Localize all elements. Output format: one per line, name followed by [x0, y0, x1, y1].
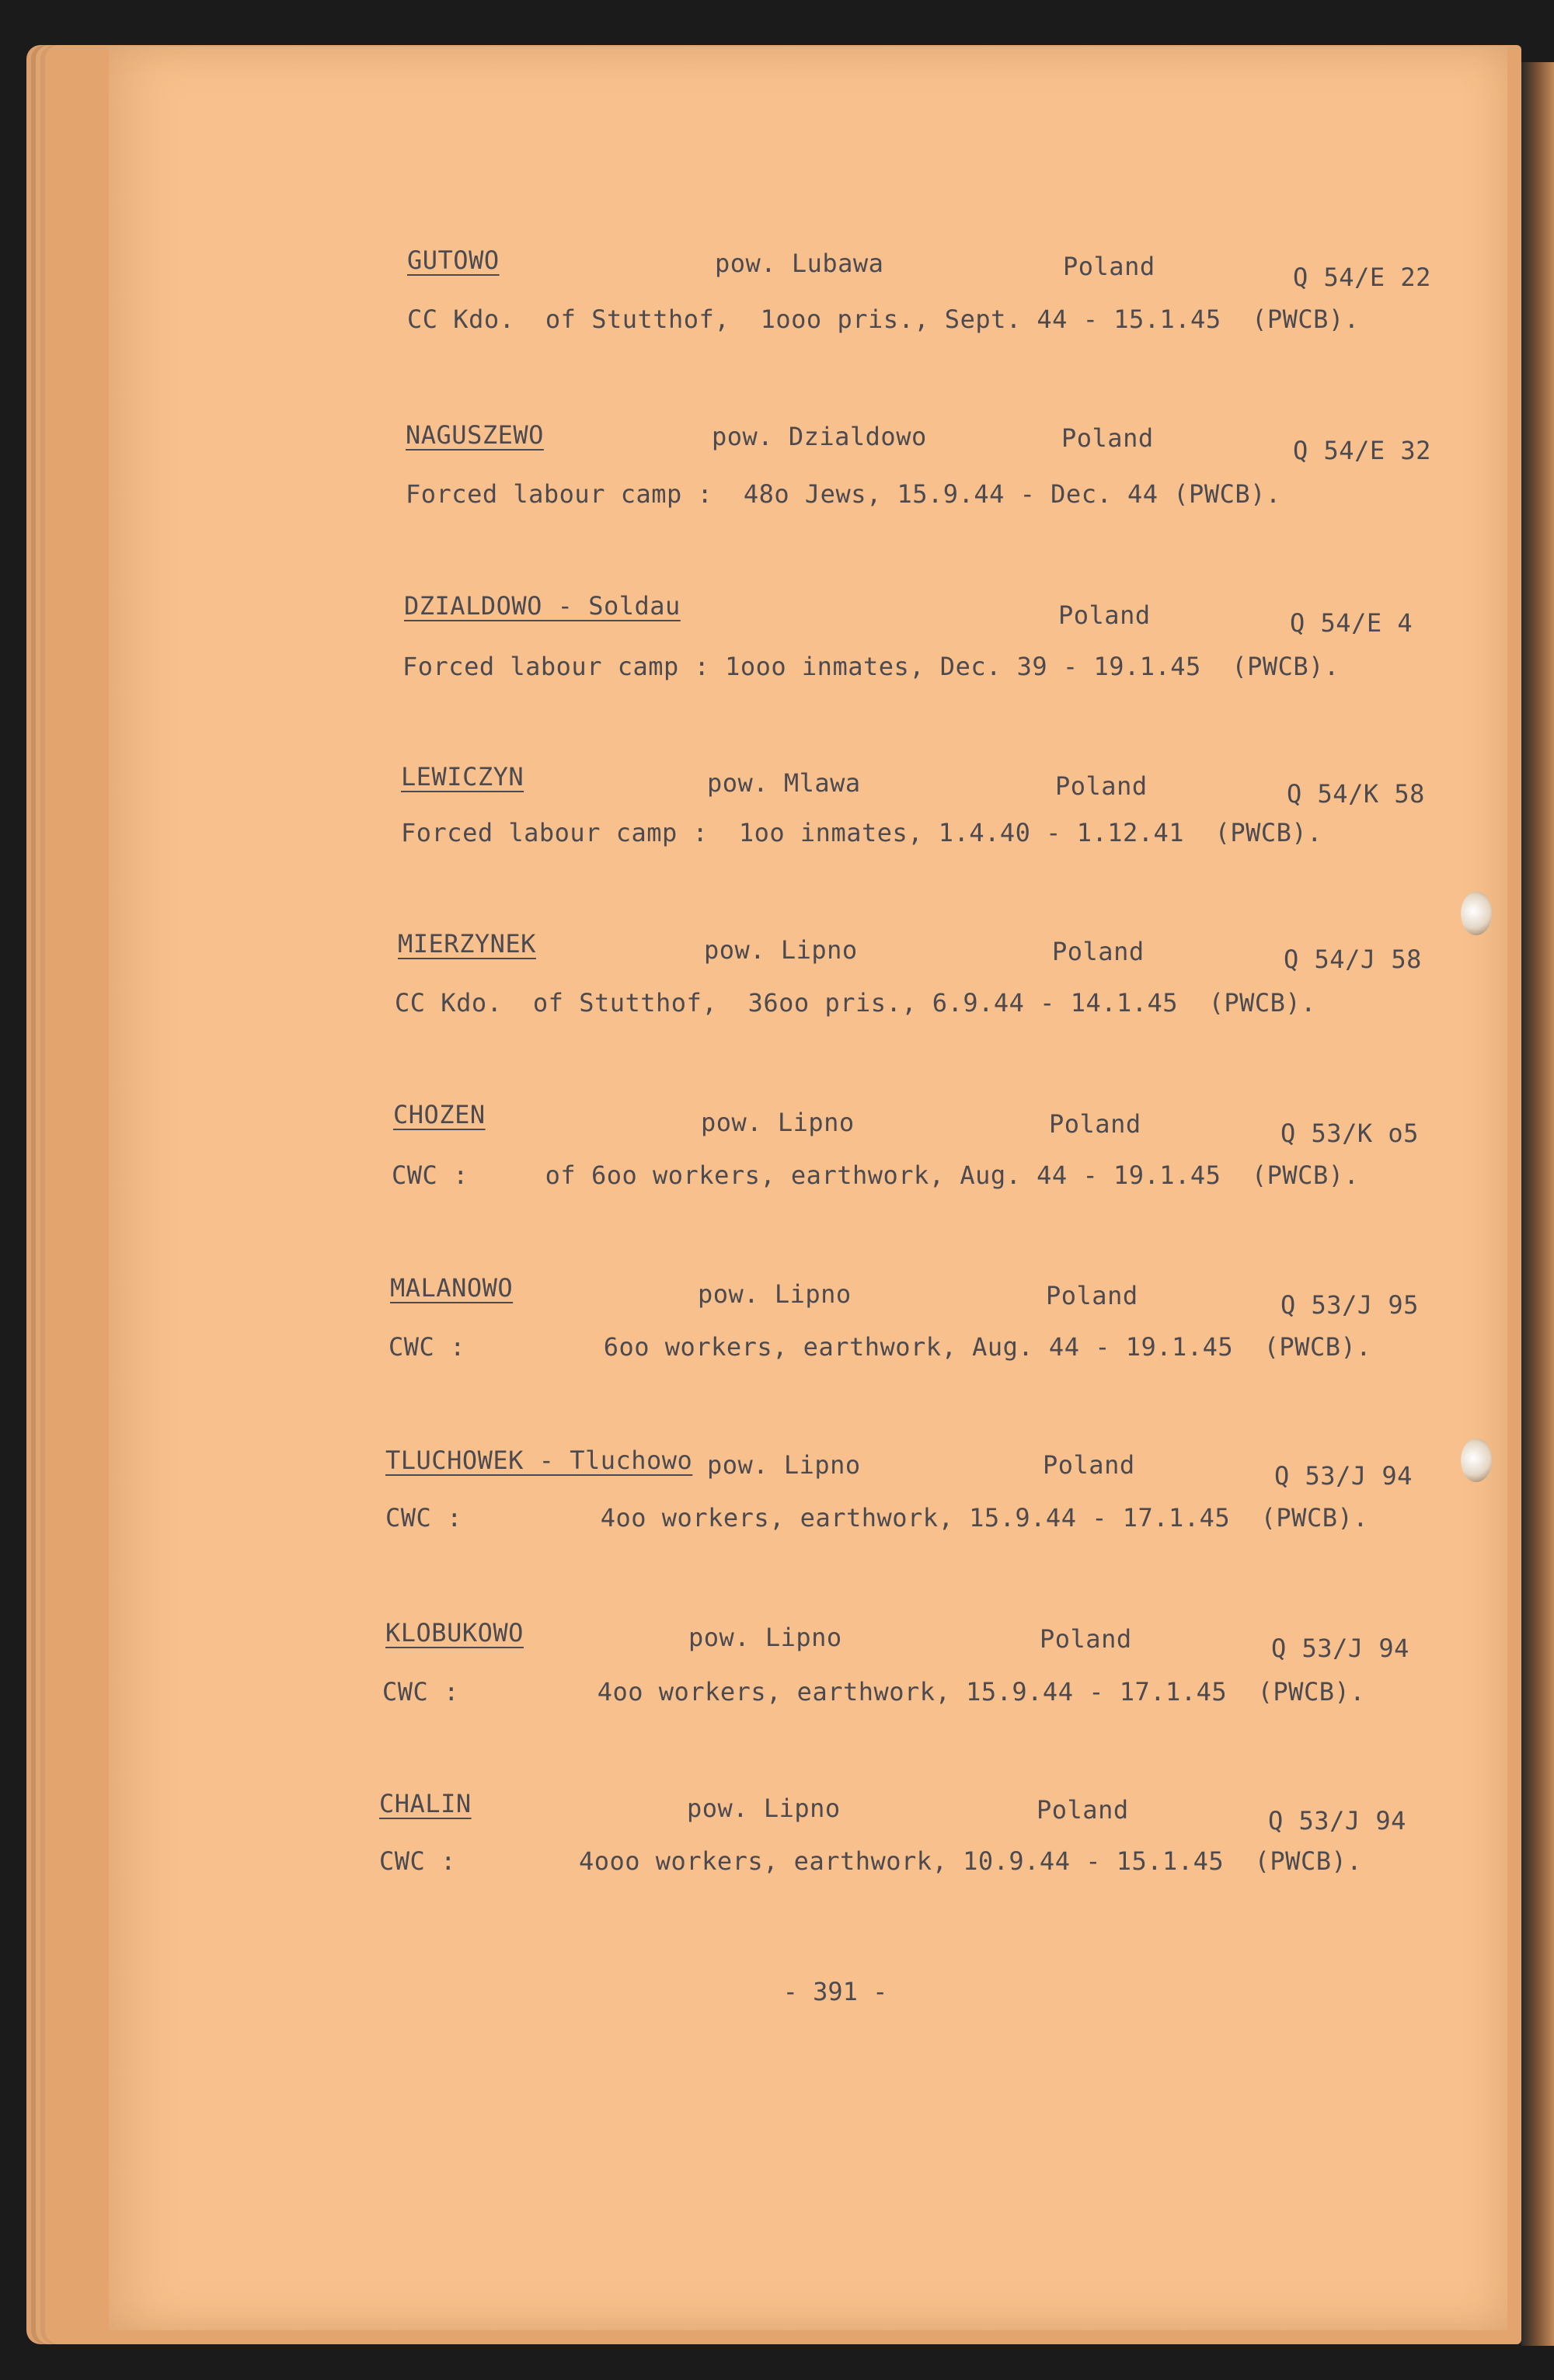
place-name: LEWICZYN	[401, 762, 524, 792]
country: Poland	[1043, 1450, 1135, 1480]
place-name: KLOBUKOWO	[385, 1618, 524, 1648]
grid-reference: Q 54/E 4	[1290, 608, 1413, 638]
entry-klobukowo	[0, 1617, 1554, 1742]
description: CWC : 4ooo workers, earthwork, 10.9.44 - 15.1.45 (PWCB).	[379, 1846, 1362, 1876]
place-name: TLUCHOWEK - Tluchowo	[385, 1446, 693, 1475]
entry-mierzynek	[0, 928, 1554, 1053]
description: CC Kdo. of Stutthof, 1ooo pris., Sept. 44 - 15.1.45 (PWCB).	[407, 304, 1360, 334]
description: Forced labour camp : 1ooo inmates, Dec. 39 - 19.1.45 (PWCB).	[402, 652, 1340, 681]
page-number: - 391 -	[782, 1977, 888, 2006]
entry-chalin	[0, 1788, 1554, 1912]
place-name: MIERZYNEK	[398, 929, 536, 959]
description: CWC : 4oo workers, earthwork, 15.9.44 - 17.1.45 (PWCB).	[382, 1677, 1365, 1707]
grid-reference: Q 53/J 95	[1280, 1290, 1419, 1320]
description: Forced labour camp : 1oo inmates, 1.4.40 - 1.12.41 (PWCB).	[401, 818, 1322, 847]
district: pow. Lubawa	[715, 249, 884, 278]
place-name: MALANOWO	[390, 1273, 514, 1303]
country: Poland	[1052, 937, 1145, 966]
description: CWC : of 6oo workers, earthwork, Aug. 44 - 19.1.45 (PWCB).	[392, 1160, 1360, 1190]
country: Poland	[1055, 771, 1148, 801]
place-name: DZIALDOWO - Soldau	[404, 591, 681, 621]
grid-reference: Q 53/J 94	[1274, 1461, 1413, 1491]
place-name: NAGUSZEWO	[406, 420, 544, 450]
grid-reference: Q 54/E 32	[1293, 436, 1431, 465]
description: CWC : 4oo workers, earthwork, 15.9.44 - 17.1.45 (PWCB).	[385, 1503, 1368, 1533]
entry-gutowo	[0, 245, 1554, 369]
country: Poland	[1058, 600, 1151, 630]
country: Poland	[1040, 1624, 1132, 1654]
place-name: GUTOWO	[407, 245, 500, 275]
entry-chozen	[0, 1099, 1554, 1223]
grid-reference: Q 53/J 94	[1271, 1634, 1409, 1663]
country: Poland	[1049, 1109, 1141, 1139]
district: pow. Lipno	[707, 1450, 861, 1480]
district: pow. Lipno	[698, 1279, 852, 1309]
country: Poland	[1063, 252, 1155, 281]
entry-malanowo	[0, 1272, 1554, 1397]
entry-naguszewo	[0, 419, 1554, 544]
grid-reference: Q 53/J 94	[1268, 1806, 1406, 1835]
place-name: CHOZEN	[393, 1100, 486, 1129]
entry-tluchowek	[0, 1445, 1554, 1569]
entry-dzialdowo	[0, 590, 1554, 715]
district: pow. Lipno	[687, 1794, 841, 1823]
grid-reference: Q 54/E 22	[1293, 263, 1431, 292]
description: CWC : 6oo workers, earthwork, Aug. 44 - 19.1.45 (PWCB).	[388, 1332, 1371, 1362]
description: Forced labour camp : 48o Jews, 15.9.44 - Dec. 44 (PWCB).	[406, 479, 1281, 509]
district: pow. Lipno	[704, 935, 858, 965]
country: Poland	[1037, 1795, 1129, 1825]
district: pow. Lipno	[688, 1623, 842, 1652]
grid-reference: Q 54/K 58	[1287, 779, 1425, 809]
grid-reference: Q 54/J 58	[1284, 945, 1422, 974]
country: Poland	[1046, 1281, 1138, 1310]
district: pow. Lipno	[701, 1108, 855, 1137]
description: CC Kdo. of Stutthof, 36oo pris., 6.9.44 - 14.1.45 (PWCB).	[395, 988, 1316, 1018]
grid-reference: Q 53/K o5	[1280, 1119, 1419, 1148]
district: pow. Dzialdowo	[712, 422, 927, 451]
entry-lewiczyn	[0, 761, 1554, 886]
district: pow. Mlawa	[707, 768, 861, 798]
country: Poland	[1061, 423, 1154, 453]
place-name: CHALIN	[379, 1789, 472, 1818]
